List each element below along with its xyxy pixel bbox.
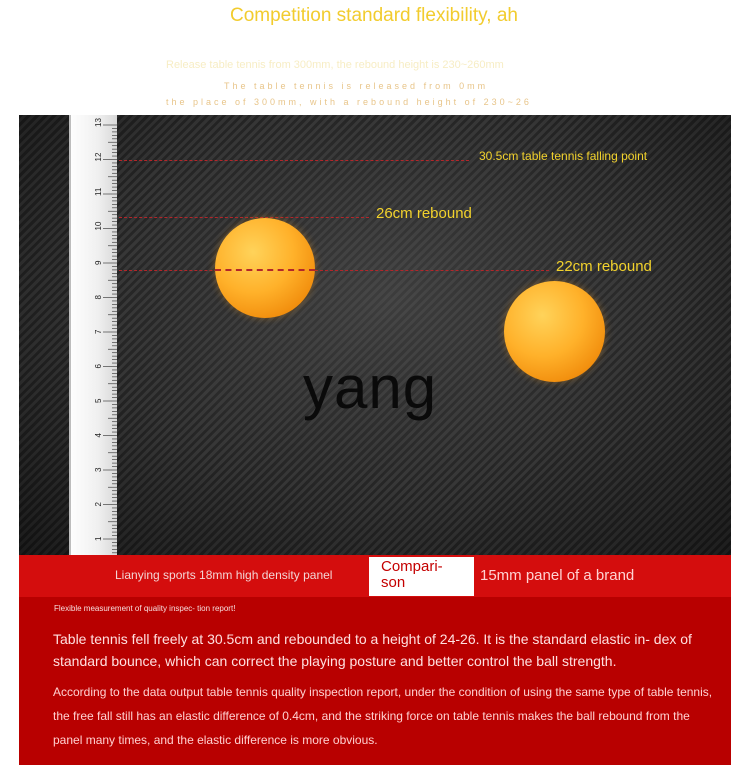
report-paragraph-2: According to the data output table tennis quality inspection report, under the condition of using the same type of table tennis, the free fall still has an elastic difference of 0.4cm, and the striking force on table tennis makes the ball rebound from the panel many times, and the elastic difference is more obvious. [53, 685, 713, 747]
falling-point-label: 30.5cm table tennis falling point [479, 149, 648, 163]
bounce-demo-panel [19, 115, 731, 555]
ruler-number: 13 [94, 118, 103, 127]
ruler-number: 12 [94, 152, 103, 162]
rebound-26-label: 26cm rebound [376, 205, 472, 222]
ruler-number: 3 [94, 467, 103, 472]
ruler-number: 6 [94, 364, 103, 369]
table-tennis-ball-right [504, 281, 605, 382]
measuring-ruler [69, 115, 117, 555]
lianying-panel-label: Lianying sports 18mm high density panel [115, 568, 333, 582]
comparison-badge [369, 557, 474, 596]
subtitle-line-3: the place of 300mm, with a rebound height of 230~26 [166, 97, 532, 107]
ruler-number: 9 [94, 260, 103, 265]
comparison-band [19, 555, 731, 597]
comparison-section [19, 555, 731, 765]
report-paragraph-1: Table tennis fell freely at 30.5cm and rebounded to a height of 24-26. It is the standard elastic in- dex of standard bounce, which can correct the playing posture and better control the ball strength. [53, 631, 692, 669]
ball-center-dashed-line [215, 269, 315, 271]
report-heading: Flexible measurement of quality inspec- tion report! [54, 604, 236, 613]
ruler-number: 7 [94, 329, 103, 334]
comparison-badge-text: Compari- son [381, 558, 443, 591]
subtitle: Release table tennis from 300mm, the rebound height is 230~260mm [166, 59, 504, 71]
rebound-22-line [119, 270, 549, 271]
ruler-number: 8 [94, 295, 103, 300]
ruler-scale [69, 115, 117, 555]
watermark-text: yang [303, 354, 438, 421]
rebound-26-line [119, 217, 369, 218]
ruler-number: 11 [94, 187, 103, 196]
brand-panel-label: 15mm panel of a brand [480, 567, 635, 584]
ruler-number: 10 [94, 221, 103, 231]
ruler-number: 2 [94, 502, 103, 507]
ruler-number: 5 [94, 398, 103, 403]
falling-point-line [119, 160, 469, 161]
page-title: Competition standard flexibility, ah [230, 5, 518, 26]
ruler-number: 1 [94, 536, 103, 541]
table-tennis-ball-left [215, 218, 315, 318]
ruler-number: 4 [94, 433, 103, 438]
subtitle-line-2: The table tennis is released from 0mm [224, 81, 489, 91]
rebound-22-label: 22cm rebound [556, 258, 652, 275]
